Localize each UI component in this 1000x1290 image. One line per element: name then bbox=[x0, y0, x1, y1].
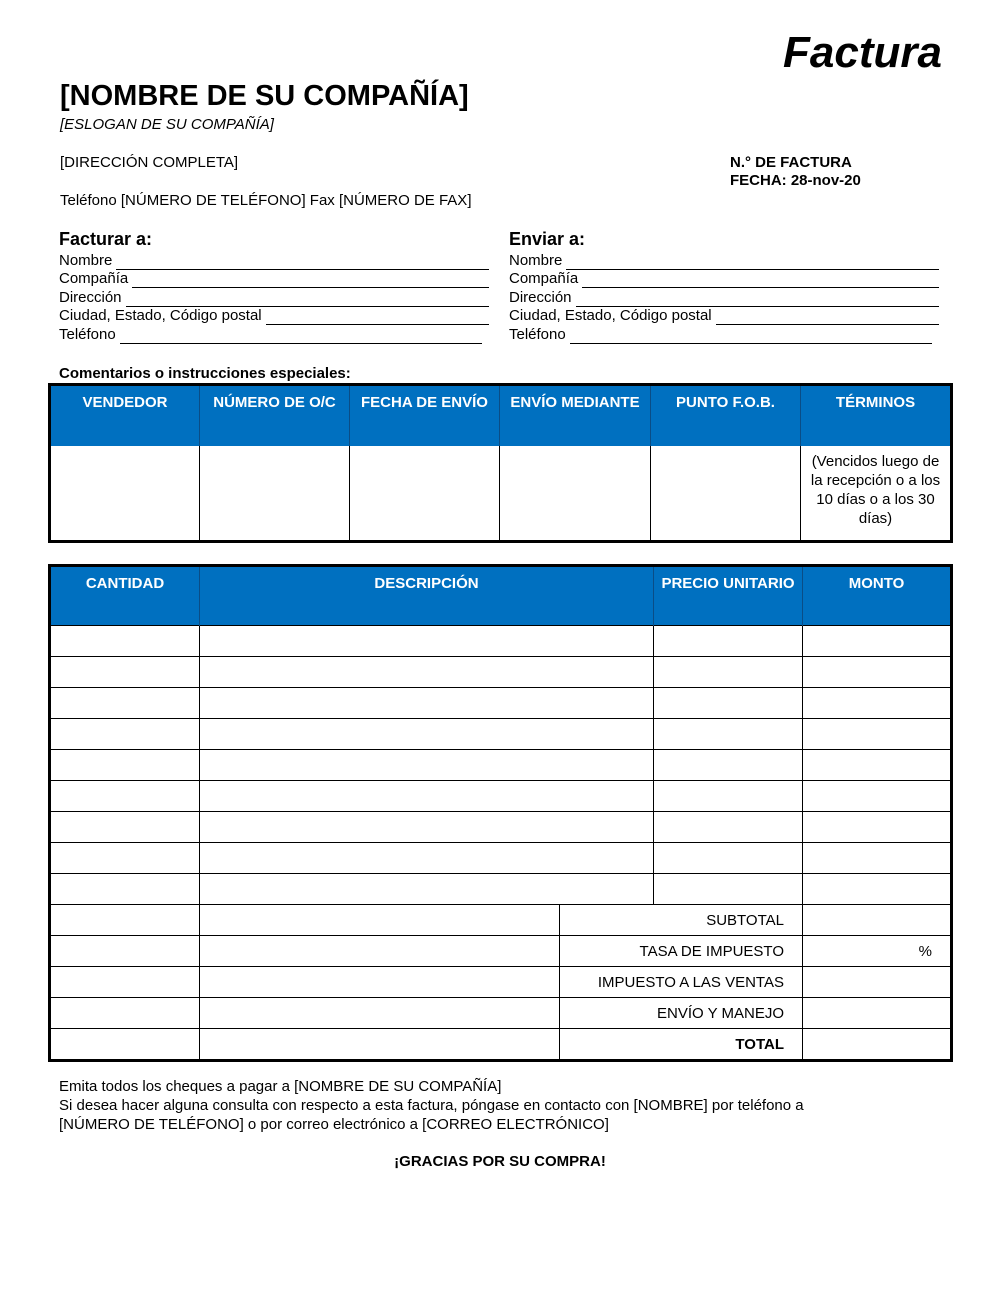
precio-unitario-cell[interactable] bbox=[654, 688, 803, 719]
total-label: TOTAL bbox=[560, 1029, 803, 1061]
company-phone-fax: Teléfono [NÚMERO DE TELÉFONO] Fax [NÚMERO DE FAX] bbox=[60, 192, 472, 209]
comments-label: Comentarios o instrucciones especiales: bbox=[59, 365, 351, 382]
ship-to-company-field[interactable] bbox=[582, 273, 939, 288]
item-row bbox=[50, 874, 952, 905]
bill-to-company-row bbox=[59, 270, 489, 289]
totals-blank-cell bbox=[200, 1029, 560, 1061]
total-row bbox=[50, 1029, 952, 1061]
company-slogan: [ESLOGAN DE SU COMPAÑÍA] bbox=[60, 116, 274, 133]
sales-tax-label: IMPUESTO A LAS VENTAS bbox=[560, 967, 803, 998]
header-punto-fob: PUNTO F.O.B. bbox=[651, 385, 801, 447]
monto-cell[interactable] bbox=[803, 781, 952, 812]
item-row bbox=[50, 626, 952, 657]
bill-to-address-field[interactable] bbox=[126, 292, 489, 307]
ship-to-phone-label: Teléfono bbox=[509, 325, 566, 343]
cantidad-cell[interactable] bbox=[50, 843, 200, 874]
document-title: Factura bbox=[783, 28, 942, 77]
footer-contact-line-2: [NÚMERO DE TELÉFONO] o por correo electrónico a [CORREO ELECTRÓNICO] bbox=[59, 1116, 609, 1133]
fecha-envio-cell[interactable] bbox=[350, 446, 500, 542]
precio-unitario-cell[interactable] bbox=[654, 626, 803, 657]
bill-to-phone-field[interactable] bbox=[120, 329, 482, 344]
precio-unitario-cell[interactable] bbox=[654, 843, 803, 874]
shipping-handling-value[interactable] bbox=[803, 998, 952, 1029]
bill-to-heading: Facturar a: bbox=[59, 229, 153, 249]
monto-cell[interactable] bbox=[803, 626, 952, 657]
item-row bbox=[50, 657, 952, 688]
cantidad-cell[interactable] bbox=[50, 874, 200, 905]
bill-to-phone-label: Teléfono bbox=[59, 325, 116, 343]
subtotal-label: SUBTOTAL bbox=[560, 905, 803, 936]
precio-unitario-cell[interactable] bbox=[654, 812, 803, 843]
monto-cell[interactable] bbox=[803, 657, 952, 688]
ship-to-city-field[interactable] bbox=[716, 310, 939, 325]
tax-rate-value[interactable]: % bbox=[803, 936, 952, 967]
descripcion-cell[interactable] bbox=[200, 626, 654, 657]
totals-blank-cell bbox=[200, 936, 560, 967]
bill-to-name-field[interactable] bbox=[116, 255, 489, 270]
descripcion-cell[interactable] bbox=[200, 874, 654, 905]
bill-to-address-label: Dirección bbox=[59, 288, 122, 306]
cantidad-cell[interactable] bbox=[50, 812, 200, 843]
bill-to-company-label: Compañía bbox=[59, 270, 129, 288]
monto-cell[interactable] bbox=[803, 874, 952, 905]
descripcion-cell[interactable] bbox=[200, 688, 654, 719]
shipping-handling-label: ENVÍO Y MANEJO bbox=[560, 998, 803, 1029]
footer-notes bbox=[59, 1077, 804, 1134]
descripcion-cell[interactable] bbox=[200, 719, 654, 750]
shipping-data-row bbox=[50, 446, 952, 542]
shipping-handling-row bbox=[50, 998, 952, 1029]
numero-oc-cell[interactable] bbox=[200, 446, 350, 542]
precio-unitario-cell[interactable] bbox=[654, 719, 803, 750]
total-value[interactable] bbox=[803, 1029, 952, 1061]
tax-rate-row bbox=[50, 936, 952, 967]
header-monto: MONTO bbox=[803, 566, 952, 626]
header-vendedor: VENDEDOR bbox=[50, 385, 200, 447]
totals-blank-cell bbox=[50, 936, 200, 967]
sales-tax-value[interactable] bbox=[803, 967, 952, 998]
item-row bbox=[50, 719, 952, 750]
ship-to-phone-field[interactable] bbox=[570, 329, 932, 344]
totals-blank-cell bbox=[50, 905, 200, 936]
descripcion-cell[interactable] bbox=[200, 812, 654, 843]
totals-blank-cell bbox=[50, 967, 200, 998]
ship-to-city-label: Ciudad, Estado, Código postal bbox=[509, 307, 712, 325]
header-envio-mediante: ENVÍO MEDIANTE bbox=[500, 385, 651, 447]
descripcion-cell[interactable] bbox=[200, 843, 654, 874]
header-numero-oc: NÚMERO DE O/C bbox=[200, 385, 350, 447]
company-address: [DIRECCIÓN COMPLETA] bbox=[60, 154, 239, 171]
ship-to-name-label: Nombre bbox=[509, 251, 563, 269]
subtotal-row bbox=[50, 905, 952, 936]
descripcion-cell[interactable] bbox=[200, 657, 654, 688]
monto-cell[interactable] bbox=[803, 750, 952, 781]
footer-payable-line: Emita todos los cheques a pagar a [NOMBRE DE SU COMPAÑÍA] bbox=[59, 1078, 502, 1095]
sales-tax-row bbox=[50, 967, 952, 998]
precio-unitario-cell[interactable] bbox=[654, 657, 803, 688]
bill-to-name-row bbox=[59, 251, 489, 270]
bill-to-address-row bbox=[59, 288, 489, 307]
item-row bbox=[50, 812, 952, 843]
precio-unitario-cell[interactable] bbox=[654, 874, 803, 905]
company-name: [NOMBRE DE SU COMPAÑÍA] bbox=[60, 80, 469, 112]
cantidad-cell[interactable] bbox=[50, 781, 200, 812]
header-descripcion: DESCRIPCIÓN bbox=[200, 566, 654, 626]
thanks-message: ¡GRACIAS POR SU COMPRA! bbox=[394, 1153, 606, 1170]
monto-cell[interactable] bbox=[803, 719, 952, 750]
ship-to-name-field[interactable] bbox=[566, 255, 939, 270]
header-terminos: TÉRMINOS bbox=[801, 385, 952, 447]
vendedor-cell[interactable] bbox=[50, 446, 200, 542]
cantidad-cell[interactable] bbox=[50, 719, 200, 750]
item-row bbox=[50, 688, 952, 719]
punto-fob-cell[interactable] bbox=[651, 446, 801, 542]
line-items-table bbox=[48, 564, 953, 1062]
invoice-date: FECHA: 28-nov-20 bbox=[730, 172, 861, 189]
bill-to-block bbox=[59, 229, 489, 344]
subtotal-value[interactable] bbox=[803, 905, 952, 936]
header-fecha-envio: FECHA DE ENVÍO bbox=[350, 385, 500, 447]
bill-to-city-label: Ciudad, Estado, Código postal bbox=[59, 307, 262, 325]
cantidad-cell[interactable] bbox=[50, 657, 200, 688]
ship-to-name-row bbox=[509, 251, 939, 270]
bill-to-city-field[interactable] bbox=[266, 310, 489, 325]
cantidad-cell[interactable] bbox=[50, 688, 200, 719]
ship-to-company-row bbox=[509, 270, 939, 289]
totals-blank-cell bbox=[50, 1029, 200, 1061]
shipping-details-table bbox=[48, 383, 953, 543]
totals-blank-cell bbox=[200, 967, 560, 998]
totals-blank-cell bbox=[200, 998, 560, 1029]
cantidad-cell[interactable] bbox=[50, 750, 200, 781]
totals-blank-cell bbox=[200, 905, 560, 936]
monto-cell[interactable] bbox=[803, 843, 952, 874]
items-header-row bbox=[50, 566, 952, 626]
item-row bbox=[50, 843, 952, 874]
monto-cell[interactable] bbox=[803, 688, 952, 719]
descripcion-cell[interactable] bbox=[200, 750, 654, 781]
item-row bbox=[50, 781, 952, 812]
ship-to-company-label: Compañía bbox=[509, 270, 579, 288]
ship-to-heading: Enviar a: bbox=[509, 229, 586, 249]
terminos-cell[interactable]: (Vencidos luego de la recepción o a los 10 días o a los 30 días) bbox=[801, 446, 952, 542]
bill-to-company-field[interactable] bbox=[132, 273, 489, 288]
ship-to-address-row bbox=[509, 288, 939, 307]
totals-blank-cell bbox=[50, 998, 200, 1029]
shipping-header-row bbox=[50, 385, 952, 447]
monto-cell[interactable] bbox=[803, 812, 952, 843]
precio-unitario-cell[interactable] bbox=[654, 781, 803, 812]
footer-contact-line: Si desea hacer alguna consulta con respecto a esta factura, póngase en contacto con [NOMBRE] por teléfono a bbox=[59, 1097, 804, 1114]
precio-unitario-cell[interactable] bbox=[654, 750, 803, 781]
ship-to-city-row bbox=[509, 307, 939, 326]
tax-rate-label: TASA DE IMPUESTO bbox=[560, 936, 803, 967]
ship-to-address-label: Dirección bbox=[509, 288, 572, 306]
item-row bbox=[50, 750, 952, 781]
bill-to-name-label: Nombre bbox=[59, 251, 113, 269]
bill-to-phone-row bbox=[59, 325, 489, 344]
header-precio-unitario: PRECIO UNITARIO bbox=[654, 566, 803, 626]
cantidad-cell[interactable] bbox=[50, 626, 200, 657]
item-rows bbox=[50, 626, 952, 905]
header-cantidad: CANTIDAD bbox=[50, 566, 200, 626]
descripcion-cell[interactable] bbox=[200, 781, 654, 812]
ship-to-phone-row bbox=[509, 325, 939, 344]
ship-to-address-field[interactable] bbox=[576, 292, 939, 307]
bill-to-city-row bbox=[59, 307, 489, 326]
envio-mediante-cell[interactable] bbox=[500, 446, 651, 542]
invoice-number-label: N.° DE FACTURA bbox=[730, 154, 852, 171]
ship-to-block bbox=[509, 229, 939, 344]
invoice-meta bbox=[730, 154, 861, 190]
